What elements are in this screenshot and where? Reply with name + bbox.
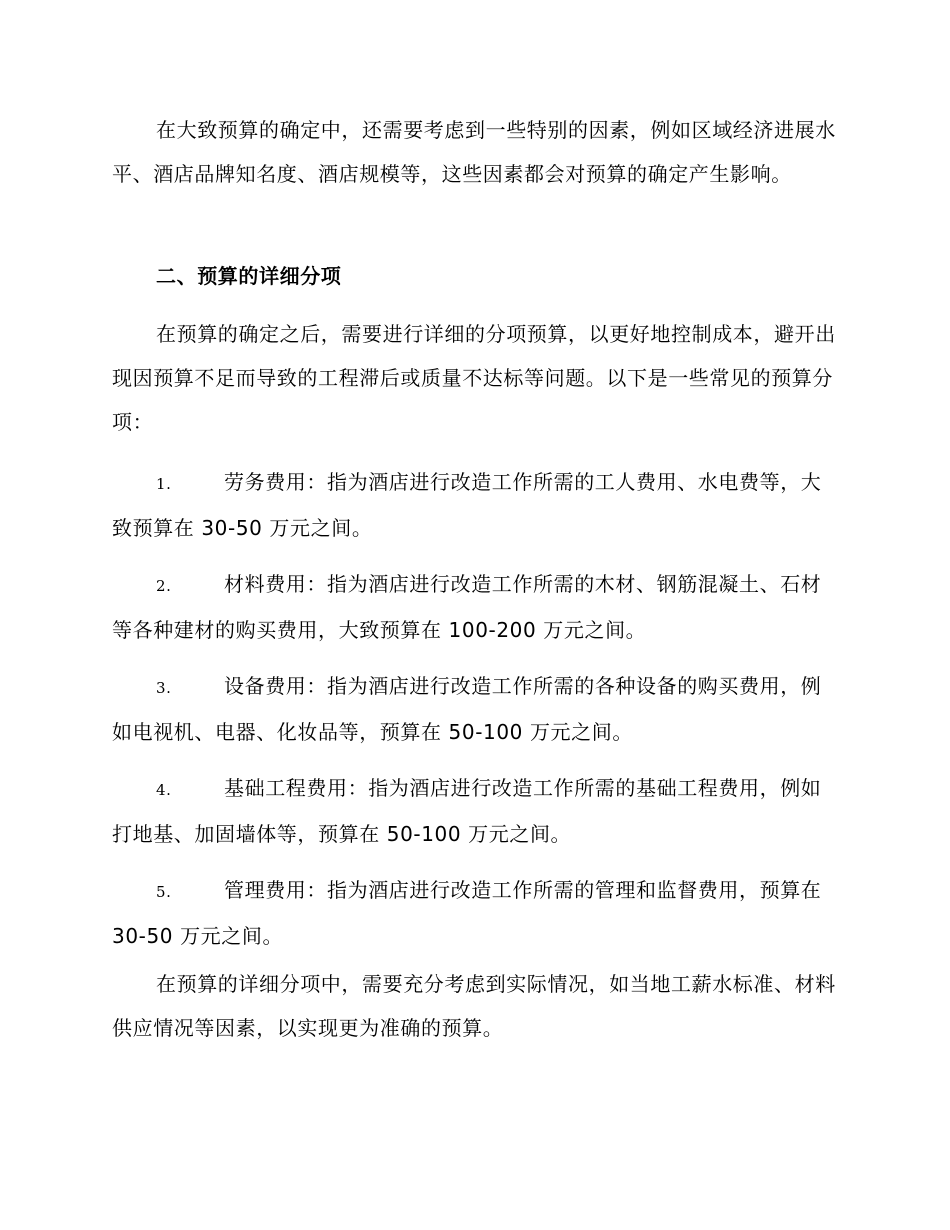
section-heading: 二、预算的详细分项: [156, 264, 342, 288]
item-text: 基础工程费用：指为酒店进行改造工作所需的基础工程费用，例如打地基、加固墙体等，预算在 50-100 万元之间。: [112, 776, 822, 846]
budget-item-3: [112, 664, 836, 754]
budget-item-5: [112, 868, 836, 958]
item-number: 1.: [156, 475, 172, 493]
item-text: 劳务费用：指为酒店进行改造工作所需的工人费用、水电费等，大致预算在 30-50 万元之间。: [112, 470, 822, 540]
item-number: 5.: [156, 883, 172, 901]
item-number: 2.: [156, 577, 172, 595]
budget-item-1: [112, 460, 836, 550]
budget-item-4: [112, 766, 836, 856]
section-intro-paragraph: 在预算的确定之后，需要进行详细的分项预算，以更好地控制成本，避开出现因预算不足而导致的工程滞后或质量不达标等问题。以下是一些常见的预算分项：: [112, 322, 836, 434]
item-number: 3.: [156, 679, 172, 697]
item-text: 材料费用：指为酒店进行改造工作所需的木材、钢筋混凝土、石材等各种建材的购买费用，大致预算在 100-200 万元之间。: [112, 572, 822, 642]
intro-paragraph: 在大致预算的确定中，还需要考虑到一些特别的因素，例如区域经济进展水平、酒店品牌知名度、酒店规模等，这些因素都会对预算的确定产生影响。: [112, 118, 836, 186]
closing-paragraph: 在预算的详细分项中，需要充分考虑到实际情况，如当地工薪水标准、材料供应情况等因素，以实现更为准确的预算。: [112, 972, 836, 1040]
item-number: 4.: [156, 781, 172, 799]
item-text: 设备费用：指为酒店进行改造工作所需的各种设备的购买费用，例如电视机、电器、化妆品等，预算在 50-100 万元之间。: [112, 674, 822, 744]
budget-item-2: [112, 562, 836, 652]
item-text: 管理费用：指为酒店进行改造工作所需的管理和监督费用，预算在 30-50 万元之间。: [112, 878, 822, 948]
